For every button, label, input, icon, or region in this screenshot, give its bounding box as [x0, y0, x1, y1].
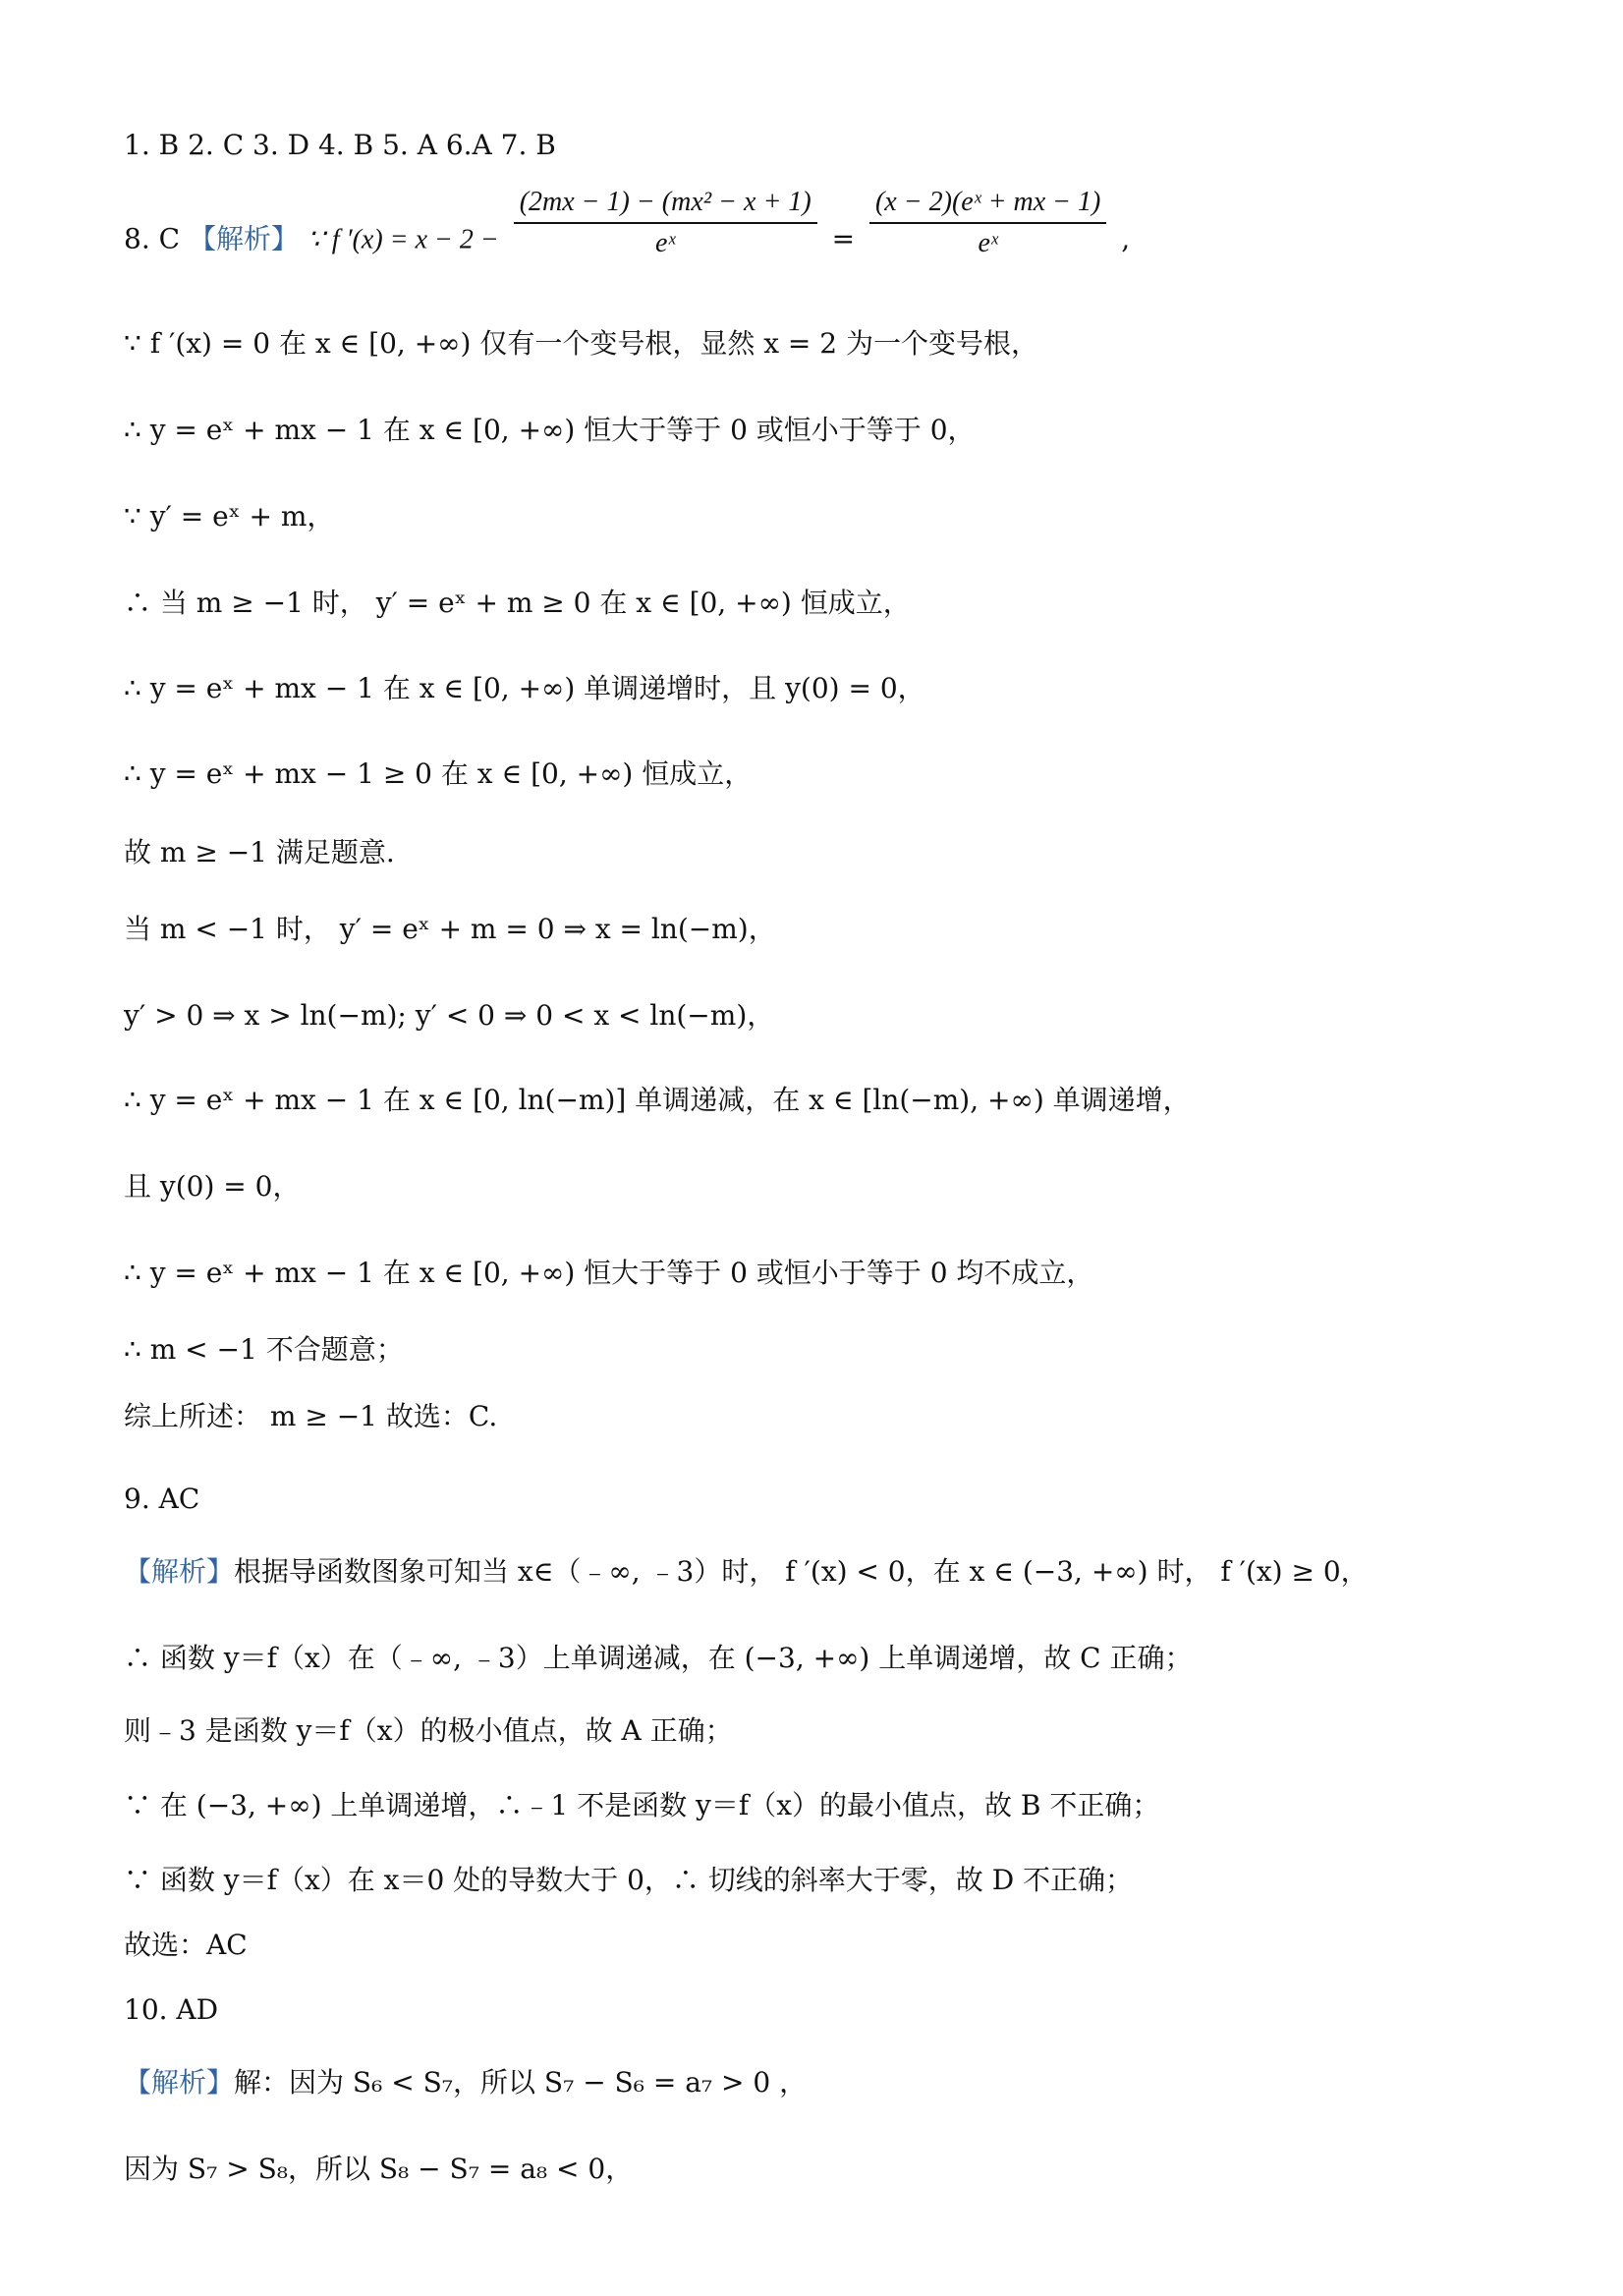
analysis-tag: 【解析】	[124, 1555, 235, 1588]
q8-line-4: ∵ y′ = eˣ + m，	[124, 500, 335, 532]
q9-line-1	[124, 1552, 1564, 1592]
q9-line-2: ∴ 函数 y＝f（x）在（﹣∞, ﹣3）上单调递减，在 (−3, +∞) 上单调递增，故 C 正确；	[124, 1642, 1193, 1674]
fraction-1	[514, 183, 817, 263]
q8-line-3: ∴ y = eˣ + mx − 1 在 x ∈ [0, +∞) 恒大于等于 0 或恒小于等于 0，	[124, 414, 976, 446]
q8-line-8: 故 m ≥ −1 满足题意.	[124, 836, 395, 868]
equals-sign: =	[831, 222, 856, 255]
q8-line-14: ∴ m < −1 不合题意；	[124, 1333, 404, 1366]
q9-line-4: ∵ 在 (−3, +∞) 上单调递增，∴﹣1 不是函数 y＝f（x）的最小值点，故 B 不正确；	[124, 1789, 1160, 1821]
analysis-tag: 【解析】	[124, 2066, 235, 2099]
q9-line-1-text: 根据导函数图象可知当 x∈（﹣∞, ﹣3）时， f ′(x) < 0，在 x ∈ (−3, +∞) 时， f ′(x) ≥ 0，	[234, 1555, 1369, 1588]
q8-line-5: ∴ 当 m ≥ −1 时， y′ = eˣ + m ≥ 0 在 x ∈ [0, +∞) 恒成立，	[124, 587, 911, 619]
fraction-2-numerator: (x − 2)(eˣ + mx − 1)	[869, 183, 1106, 224]
q8-line-6: ∴ y = eˣ + mx − 1 在 x ∈ [0, +∞) 单调递增时，且 y(0) = 0，	[124, 672, 925, 704]
answers-1-7: 1. B 2. C 3. D 4. B 5. A 6.A 7. B	[124, 129, 556, 161]
q8-header	[124, 187, 1564, 263]
q8-line-13: ∴ y = eˣ + mx − 1 在 x ∈ [0, +∞) 恒大于等于 0 或恒小于等于 0 均不成立，	[124, 1257, 1094, 1289]
q8-line-2: ∵ f ′(x) = 0 在 x ∈ [0, +∞) 仅有一个变号根，显然 x = 2 为一个变号根，	[124, 327, 1038, 360]
q10-header: 10. AD	[124, 1993, 219, 2026]
q9-line-3: 则﹣3 是函数 y＝f（x）的极小值点，故 A 正确；	[124, 1714, 733, 1747]
analysis-tag: 【解析】	[188, 222, 299, 255]
q8-derivative: ∵ f ′(x) = x − 2 −	[307, 224, 499, 255]
q9-header: 9. AC	[124, 1483, 200, 1515]
fraction-1-denominator: eˣ	[655, 228, 676, 258]
q9-line-5: ∵ 函数 y＝f（x）在 x＝0 处的导数大于 0，∴ 切线的斜率大于零，故 D 不正确；	[124, 1864, 1134, 1896]
q8-line-9: 当 m < −1 时， y′ = eˣ + m = 0 ⇒ x = ln(−m)，	[124, 913, 776, 945]
q9-line-6: 故选：AC	[124, 1929, 248, 1961]
q8-number: 8. C	[124, 222, 181, 255]
q10-line-2: 因为 S₇ > S₈，所以 S₈ − S₇ = a₈ < 0，	[124, 2153, 634, 2185]
q8-line-12: 且 y(0) = 0，	[124, 1170, 301, 1203]
comma: ,	[1121, 222, 1131, 255]
q8-line-11: ∴ y = eˣ + mx − 1 在 x ∈ [0, ln(−m)] 单调递减，在 x ∈ [ln(−m), +∞) 单调递增，	[124, 1084, 1191, 1116]
fraction-1-numerator: (2mx − 1) − (mx² − x + 1)	[514, 183, 817, 224]
q10-line-1	[124, 2063, 1564, 2102]
q8-line-7: ∴ y = eˣ + mx − 1 ≥ 0 在 x ∈ [0, +∞) 恒成立，	[124, 757, 753, 790]
q10-line-1-text: 解：因为 S₆ < S₇，所以 S₇ − S₆ = a₇ > 0 ，	[234, 2066, 808, 2099]
fraction-2-denominator: eˣ	[978, 228, 998, 258]
q8-conclusion: 综上所述： m ≥ −1 故选：C.	[124, 1400, 498, 1432]
fraction-2	[869, 183, 1106, 263]
q8-line-10: y′ > 0 ⇒ x > ln(−m); y′ < 0 ⇒ 0 < x < ln(−m)，	[124, 999, 775, 1032]
